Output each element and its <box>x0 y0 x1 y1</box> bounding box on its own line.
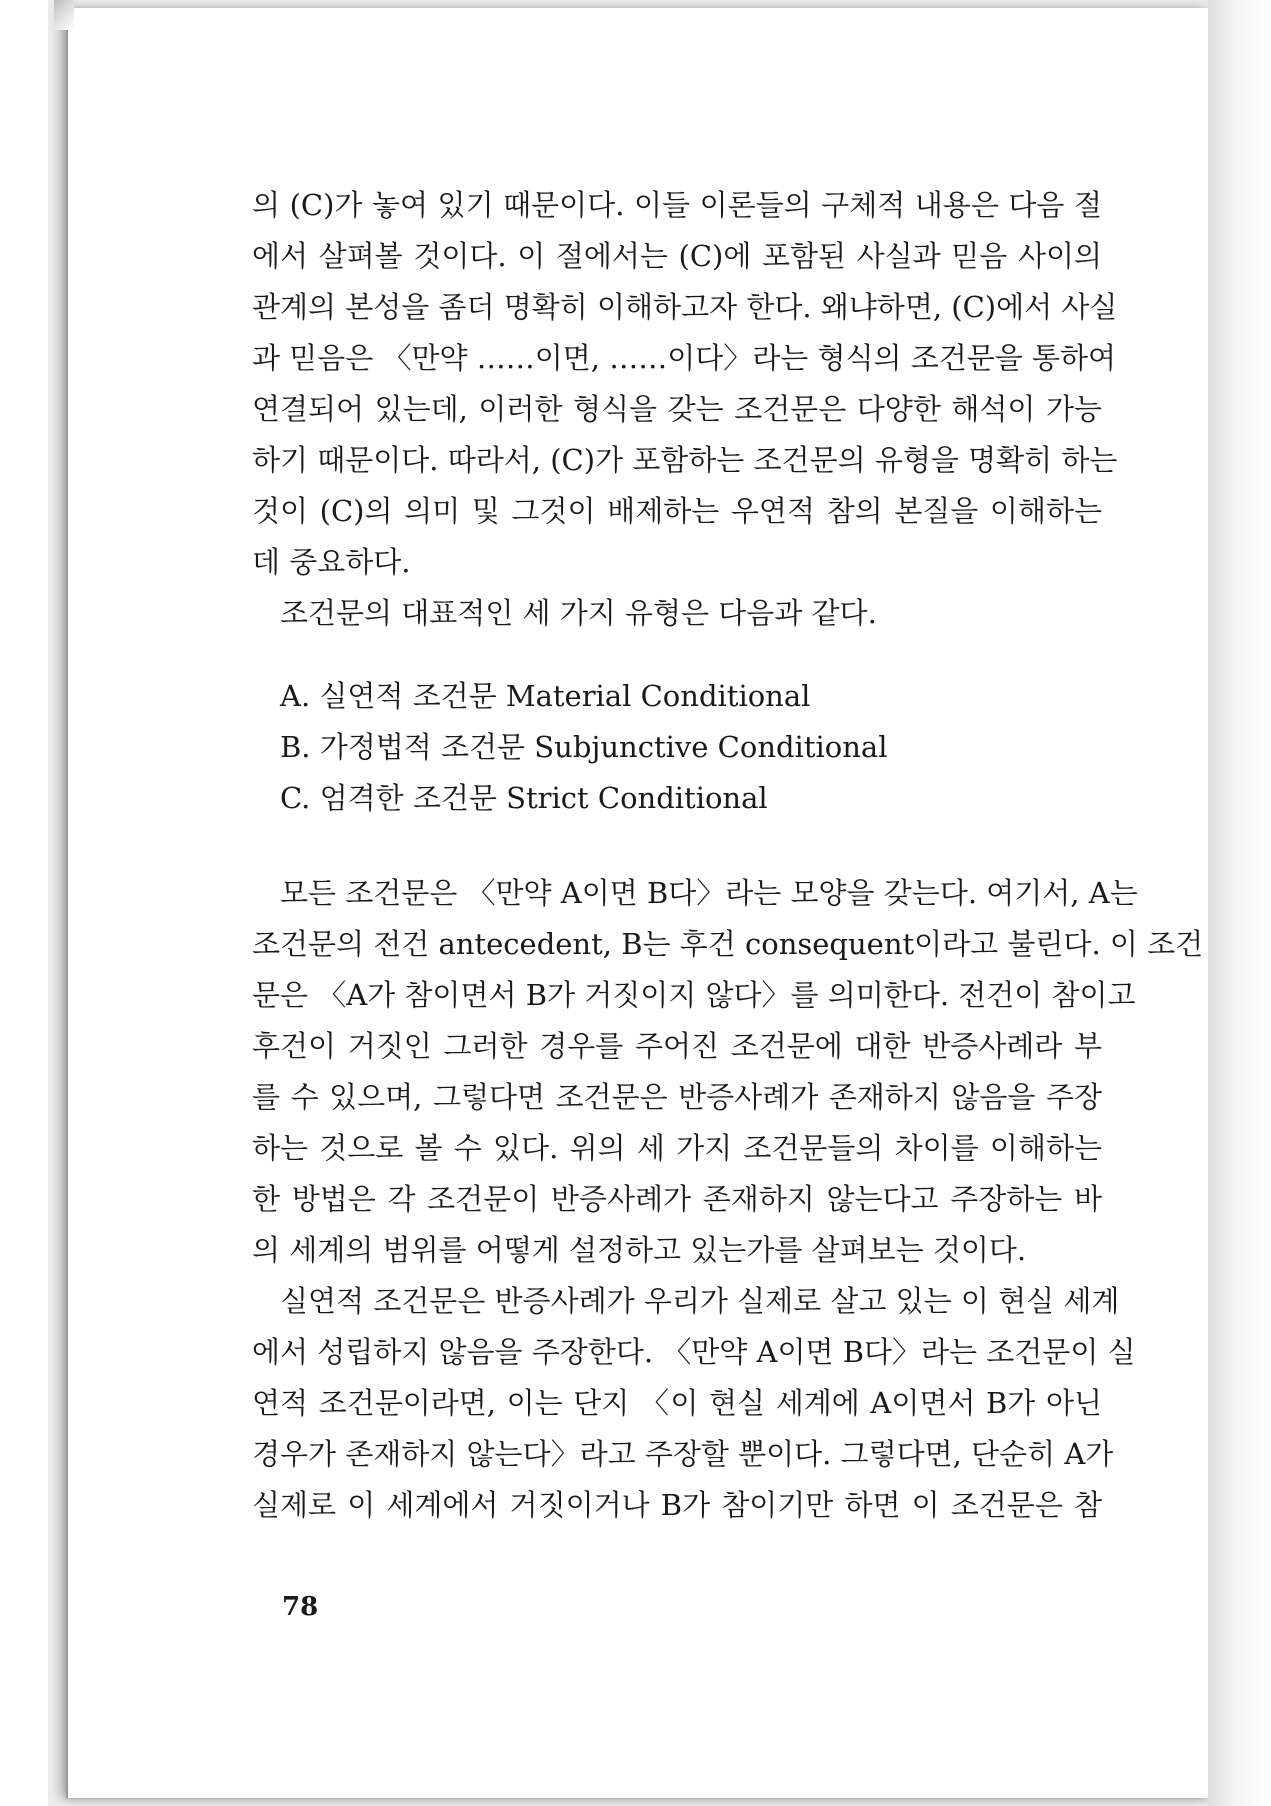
text-line: 실연적 조건문은 반증사례가 우리가 실제로 살고 있는 이 현실 세계 <box>280 1284 1120 1318</box>
text-line: 데 중요하다. <box>252 545 411 579</box>
text-line: 관계의 본성을 좀더 명확히 이해하고자 한다. 왜냐하면, (C)에서 사실 <box>252 290 1118 324</box>
text-line: 경우가 존재하지 않는다〉라고 주장할 뿐이다. 그렇다면, 단순히 A가 <box>252 1437 1114 1471</box>
page-number: 78 <box>282 1592 319 1622</box>
text-line: 하는 것으로 볼 수 있다. 위의 세 가지 조건문들의 차이를 이해하는 <box>252 1131 1102 1165</box>
paragraph-2 <box>252 588 1102 639</box>
text-line: 하기 때문이다. 따라서, (C)가 포함하는 조건문의 유형을 명확히 하는 <box>252 443 1118 477</box>
paragraph-1 <box>252 180 1118 588</box>
text-line: 의 세계의 범위를 어떻게 설정하고 있는가를 살펴보는 것이다. <box>252 1233 1027 1267</box>
text-line: 연결되어 있는데, 이러한 형식을 갖는 조건문은 다양한 해석이 가능 <box>252 392 1102 426</box>
text-line: 문은 〈A가 참이면서 B가 거짓이지 않다〉를 의미한다. 전건이 참이고 <box>252 978 1136 1012</box>
conditional-types-list <box>252 671 1102 824</box>
text-line: 조건문의 전건 antecedent, B는 후건 consequent이라고 불린다. 이 조건 <box>252 927 1204 961</box>
list-item: A. 실연적 조건문 Material Conditional <box>280 679 811 713</box>
text-line: 실제로 이 세계에서 거짓이거나 B가 참이기만 하면 이 조건문은 참 <box>252 1488 1102 1522</box>
text-line: 것이 (C)의 의미 및 그것이 배제하는 우연적 참의 본질을 이해하는 <box>252 494 1102 528</box>
text-line: 후건이 거짓인 그러한 경우를 주어진 조건문에 대한 반증사례라 부 <box>252 1029 1102 1063</box>
text-line: 의 (C)가 놓여 있기 때문이다. 이들 이론들의 구체적 내용은 다음 절 <box>252 188 1102 222</box>
text-line: 과 믿음은 〈만약 ……이면, ……이다〉라는 형식의 조건문을 통하여 <box>252 341 1117 375</box>
text-line: 조건문의 대표적인 세 가지 유형은 다음과 같다. <box>280 596 877 630</box>
text-line: 모든 조건문은 〈만약 A이면 B다〉라는 모양을 갖는다. 여기서, A는 <box>280 876 1138 910</box>
text-line: 한 방법은 각 조건문이 반증사례가 존재하지 않는다고 주장하는 바 <box>252 1182 1102 1216</box>
list-item: B. 가정법적 조건문 Subjunctive Conditional <box>280 730 888 764</box>
text-line: 에서 살펴볼 것이다. 이 절에서는 (C)에 포함된 사실과 믿음 사이의 <box>252 239 1102 273</box>
text-line: 연적 조건문이라면, 이는 단지 〈이 현실 세계에 A이면서 B가 아닌 <box>252 1386 1102 1420</box>
page-right-edge <box>1208 0 1271 1806</box>
paragraph-3 <box>252 868 1204 1276</box>
page-corner-curl <box>54 0 74 30</box>
text-line: 를 수 있으며, 그렇다면 조건문은 반증사례가 존재하지 않음을 주장 <box>252 1080 1102 1114</box>
page-body <box>252 180 1204 1531</box>
text-line: 에서 성립하지 않음을 주장한다. 〈만약 A이면 B다〉라는 조건문이 실 <box>252 1335 1136 1369</box>
list-item: C. 엄격한 조건문 Strict Conditional <box>280 781 768 815</box>
paragraph-4 <box>252 1276 1136 1531</box>
